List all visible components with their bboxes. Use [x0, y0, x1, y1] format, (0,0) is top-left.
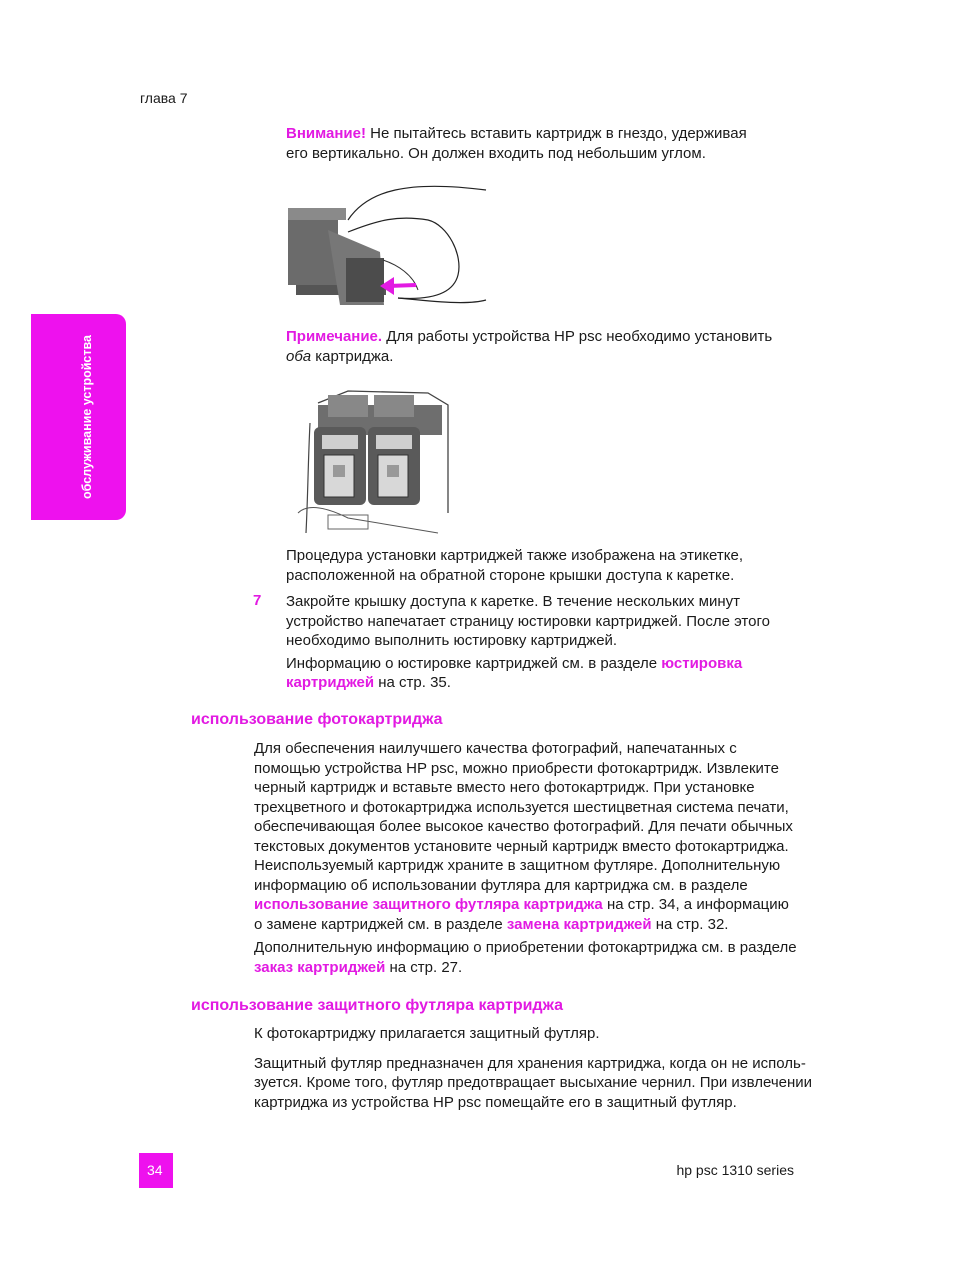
procedure-text	[286, 546, 743, 585]
order-cartridges-link[interactable]: заказ картриджей	[254, 958, 386, 976]
section2-line: Защитный футляр предназначен для хранения картриджа, когда он не исполь-	[254, 1054, 806, 1072]
section1-tail-c: на стр. 27.	[385, 958, 463, 976]
section1-line: Неиспользуемый картридж храните в защитном футляре. Дополнительную	[254, 857, 781, 874]
step7-line3: необходимо выполнить юстировку картриджей.	[286, 632, 618, 649]
product-name: hp psc 1310 series	[676, 1162, 794, 1178]
replace-cartridges-link[interactable]: замена картриджей	[506, 915, 652, 933]
section2-line: картриджа из устройства HP psc помещайте его в защитный футляр.	[254, 1093, 737, 1111]
note-line2: картриджа.	[311, 347, 394, 365]
section1-tail-a: на стр. 34, а информацию	[602, 896, 789, 913]
section1-tail-b: на стр. 32.	[651, 915, 729, 933]
side-tab-label: обслуживание устройства	[80, 335, 94, 499]
note-block	[286, 327, 772, 366]
procedure-line1: Процедура установки картриджей также изображена на этикетке,	[286, 547, 744, 564]
step7-text	[286, 592, 770, 693]
section1-body	[254, 739, 797, 977]
section1-line: черный картридж и вставьте вместо него фотокартридж. При установке	[254, 779, 755, 796]
section1-line: информацию об использовании футляра для картриджа см. в разделе	[254, 876, 748, 894]
protector-link[interactable]: использование защитного футляра картриджа	[254, 896, 603, 913]
section1-line: Для обеспечения наилучшего качества фотографий, напечатанных с	[254, 740, 737, 757]
chapter-label: глава 7	[140, 90, 188, 106]
section1-para2: Дополнительную информацию о приобретении фотокартриджа см. в разделе	[254, 939, 797, 956]
cartridges-installed-illustration	[288, 383, 458, 538]
step-number: 7	[253, 592, 262, 609]
step7-line2: устройство напечатает страницу юстировки картриджей. После этого	[286, 612, 770, 630]
side-tab	[31, 314, 126, 520]
warning-block	[286, 124, 747, 163]
page-number: 34	[147, 1162, 163, 1178]
warning-label: Внимание!	[286, 125, 366, 142]
section1-line: текстовых документов установите черный картридж вместо фотокартриджа.	[254, 837, 789, 855]
section1-line-b: о замене картриджей см. в разделе	[254, 915, 507, 933]
note-italic: оба	[286, 347, 312, 365]
alignment-link-part2[interactable]: картриджей	[286, 674, 375, 691]
section2-body	[254, 1024, 812, 1112]
section1-line: обеспечивающая более высокое качество фотографий. Для печати обычных	[254, 818, 793, 835]
step7-info: Информацию о юстировке картриджей см. в разделе	[286, 654, 662, 672]
page-number-box	[139, 1153, 173, 1188]
section2-line: зуется. Кроме того, футляр предотвращает высыхание чернил. При извлечении	[254, 1074, 813, 1091]
step7-line1: Закройте крышку доступа к каретке. В течение нескольких минут	[286, 593, 740, 610]
section2-para1: К фотокартриджу прилагается защитный футляр.	[254, 1025, 600, 1042]
section-heading-photo-cartridge: использование фотокартриджа	[191, 711, 443, 728]
section-heading-protector: использование защитного футляра картриджа	[191, 997, 564, 1014]
alignment-link-part1[interactable]: юстировка	[661, 654, 743, 672]
warning-line1: Не пытайтесь вставить картридж в гнездо, удерживая	[370, 125, 747, 142]
note-label: Примечание.	[286, 328, 383, 345]
warning-line2: его вертикально. Он должен входить под небольшим углом.	[286, 144, 706, 162]
section1-line: помощью устройства HP psc, можно приобрести фотокартридж. Извлеките	[254, 759, 779, 777]
procedure-line2: расположенной на обратной стороне крышки доступа к каретке.	[286, 566, 735, 584]
step7-info-tail: на стр. 35.	[374, 674, 451, 691]
cartridge-insert-illustration	[288, 180, 488, 310]
section1-line: трехцветного и фотокартриджа используется шестицветная система печати,	[254, 798, 789, 816]
note-line1: Для работы устройства HP psc необходимо установить	[386, 328, 773, 345]
